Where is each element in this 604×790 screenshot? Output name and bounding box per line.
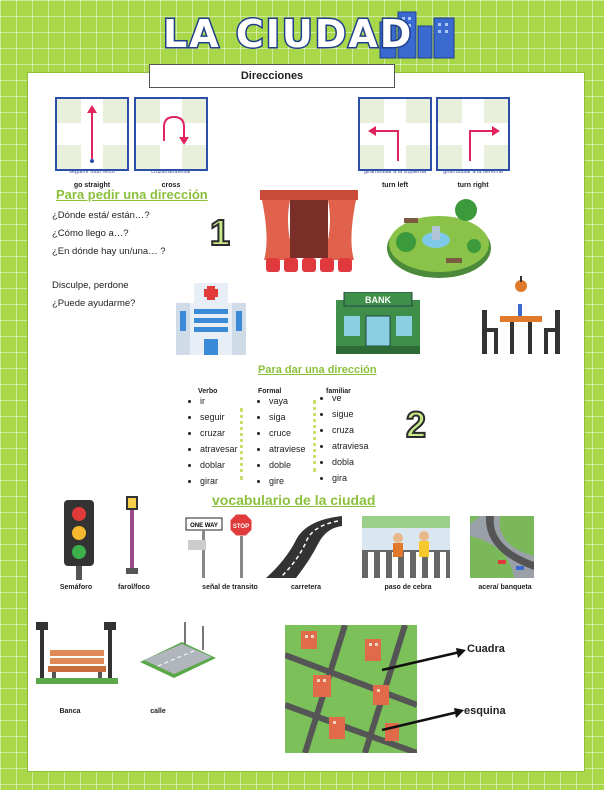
cross-caption: cruzar/atravesar (151, 169, 191, 175)
question-3: ¿En dónde hay un/una… ? (52, 246, 166, 257)
bank-sign: BANK (365, 295, 391, 305)
formal-list (257, 396, 306, 492)
verb-item: • doblar (200, 460, 238, 470)
verb-item: • cruzar (200, 428, 238, 438)
road-icon (266, 516, 342, 583)
bank-icon (336, 292, 420, 359)
directions-tab: Direcciones (149, 64, 395, 88)
divider-1 (240, 408, 245, 480)
block-label: Cuadra (467, 643, 505, 655)
vocab-label: Semáforo (59, 584, 93, 591)
street-icon (140, 622, 216, 683)
street-lamp-icon (124, 496, 140, 581)
go-straight-caption: seguir/ir todo recto (69, 169, 115, 175)
vocab-heading: vocabulario de la ciudad (212, 492, 376, 508)
formal-item: • gire (269, 476, 306, 486)
familiar-item: • dobla (332, 457, 369, 467)
sidewalk-image (470, 516, 534, 578)
formal-header: Formal (258, 388, 282, 395)
crosswalk-image (362, 516, 450, 578)
one-way-sign: ONE WAY (190, 523, 218, 529)
verb-header: Verbo (198, 388, 218, 395)
vocab-label: acera/ banqueta (478, 584, 532, 591)
turn-left-label: turn left (381, 182, 409, 189)
familiar-list (320, 393, 369, 489)
formal-item: • cruce (269, 428, 306, 438)
formal-item: • siga (269, 412, 306, 422)
bench-icon (36, 622, 118, 689)
cross-label: cross (161, 182, 181, 189)
stop-sign: STOP (232, 524, 250, 530)
question-1: ¿Dónde está/ están…? (52, 210, 150, 221)
verb-list (188, 396, 238, 492)
familiar-item: • gira (332, 473, 369, 483)
turn-right-tile (436, 97, 510, 171)
corner-label: esquina (464, 705, 506, 717)
number-two: 2 (406, 404, 427, 445)
traffic-light-icon (62, 500, 96, 585)
go-straight-label: go straight (73, 182, 111, 189)
verb-item: • girar (200, 476, 238, 486)
restaurant-icon (482, 276, 560, 361)
polite-2: ¿Puede ayudarme? (52, 298, 136, 309)
vocab-label: señal de transito (202, 584, 258, 591)
ask-heading: Para pedir una dirección (56, 187, 208, 202)
verb-item: • ir (200, 396, 238, 406)
familiar-header: familiar (326, 388, 351, 395)
formal-item: • vaya (269, 396, 306, 406)
turn-right-label: turn right (457, 182, 489, 189)
polite-1: Disculpe, perdone (52, 280, 129, 291)
verb-item: • seguir (200, 412, 238, 422)
vocab-label: farol/foco (118, 584, 150, 591)
number-one: 1 (210, 212, 231, 253)
formal-item: • doble (269, 460, 306, 470)
formal-item: • atraviese (269, 444, 306, 454)
cross-tile (134, 97, 208, 171)
map-arrows (380, 640, 470, 745)
turn-right-caption: girar/doblar a la derecha (443, 169, 503, 175)
question-2: ¿Cómo llego a…? (52, 228, 129, 239)
theater-icon (260, 190, 358, 287)
verb-item: • atravesar (200, 444, 238, 454)
give-heading: Para dar una dirección (258, 364, 377, 376)
familiar-item: • sigue (332, 409, 369, 419)
hospital-icon (176, 283, 246, 360)
divider-2 (313, 400, 318, 472)
vocab-label: Banca (59, 708, 81, 715)
park-icon (386, 196, 492, 285)
vocab-label: carretera (291, 584, 321, 591)
familiar-item: • atraviesa (332, 441, 369, 451)
page-title: LA CIUDAD (163, 12, 414, 56)
go-straight-tile (55, 97, 129, 171)
familiar-item: • ve (332, 393, 369, 403)
vocab-label: calle (150, 708, 166, 715)
turn-left-caption: girar/doblar a la izquierda (363, 169, 427, 175)
turn-left-tile (358, 97, 432, 171)
traffic-sign-icon (184, 514, 254, 583)
vocab-label: paso de cebra (384, 584, 432, 591)
familiar-item: • cruza (332, 425, 369, 435)
